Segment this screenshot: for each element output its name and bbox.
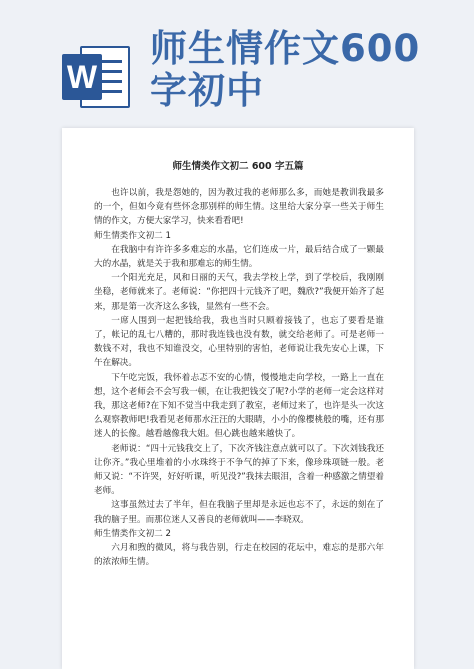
word-logo-letter: W [62,54,102,100]
banner-header [0,0,474,128]
paragraph: 也许以前，我是怨她的，因为教过我的老师那么多，而她是教训我最多的一个，但如今竟有些怀念那别样的师生情。这里给大家分享一些关于师生情的作文，方便大家学习，快来看看吧! [94,188,384,227]
document-page [62,128,414,669]
banner-title: 师生情作文600字初中 [150,27,421,112]
paragraph: 老师说：“四十元钱我交上了，下次齐钱注意点就可以了。下次刘钱我还让你齐。”我心里堆着的小水珠终于不争气的掉了下来，像珍珠项链一般。老师又说：“不许哭，好好听课，听见没?”我抹去眼泪，含着一种感激之情望着老师。 [94,443,384,497]
paragraph: 在我脑中有许许多多难忘的水晶，它们连成一片，最后结合成了一颗最大的水晶，就是关于我和那难忘的师生情。 [94,244,384,270]
document-body [94,186,384,569]
paragraph: 下午吃完饭，我怀着忐忑不安的心情，慢慢地走向学校，一路上一直在想，这个老师会不会写我一顿，在让我把钱交了呢?小学的老师一定会这样对我，那这老师?在下知不觉当中我走到了教室，老师过来了，也许是头一次这么观察教师吧!我看见老师那水汪汪的大眼睛，小小的像樱桃般的嘴，还有那迷人的长像。越看越像我大姐。但心跳也越来越快了。 [94,372,384,440]
paragraph: 一个阳光充足，风和日丽的天气，我去学校上学，到了学校后，我刚刚坐稳，老师就来了。老师说：“你把四十元钱齐了吧，魏欣?”我便开始齐了起来，那是第一次齐这么多钱，显然有一些不会。 [94,273,384,312]
document-title: 师生情类作文初二 600 字五篇 [172,161,304,172]
section-heading: 师生情类作文初二 1 [94,230,171,241]
paragraph: 一席人围到一起把钱给我，我也当时只顾着接钱了，也忘了要看是谁了，帐记的乱七八糟的，那时我连钱也没有数，就交给老师了。可是老师一数钱不对，我也不知谁没交，心里特别的害怕，老师说让我先安心上课，下午在解决。 [94,315,384,369]
paragraph: 六月和煦的微风，将与我告别，行走在校园的花坛中，难忘的是那六年的浓浓师生情。 [94,543,384,568]
paragraph: 这事虽然过去了半年，但在我脑子里却是永远也忘不了，永远的刻在了我的脑子里。而那位迷人又善良的老师就叫——李晓双。 [94,500,384,525]
section-heading: 师生情类作文初二 2 [94,528,171,539]
word-icon [62,42,134,112]
